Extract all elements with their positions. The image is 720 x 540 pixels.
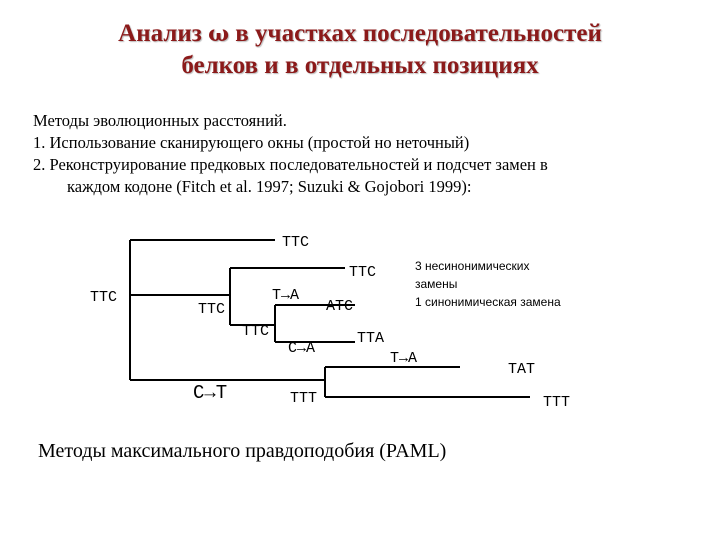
label-leaf-atc: ATC: [326, 298, 354, 315]
label-leaf-tta: TTA: [357, 330, 385, 347]
method-item-2-continued: каждом кодоне (Fitch et al. 1997; Suzuki & Gojobori 1999):: [67, 177, 472, 196]
substitution-c-to-t: C→T: [193, 382, 228, 404]
substitution-c-to-a: C→A: [288, 340, 316, 357]
title-line-2: белков и в отдельных позициях: [181, 52, 539, 79]
title-line-1-start: Анализ: [118, 20, 209, 47]
substitution-t-to-a-lower: T→A: [390, 350, 418, 367]
substitution-summary-note: [415, 259, 561, 309]
label-inner-left: TTC: [198, 301, 226, 318]
label-inner-mid: TTC: [242, 323, 270, 340]
note-line-1: 3 несинонимических: [415, 259, 530, 273]
note-line-2: замены: [415, 277, 458, 291]
methods-heading: Методы эволюционных расстояний.: [33, 111, 287, 130]
ml-methods-caption: Методы максимального правдоподобия (PAML): [38, 440, 447, 462]
method-item-2: 2. Реконструирование предковых последовательностей и подсчет замен в: [33, 155, 548, 174]
label-leaf-tat: TAT: [508, 361, 536, 378]
label-leaf-ttc: TTC: [349, 264, 377, 281]
omega-symbol: ω: [208, 21, 230, 47]
title-line-1-end: в участках последовательностей: [229, 20, 602, 47]
label-root: TTC: [90, 289, 118, 306]
label-leaf-ttt-mid: TTT: [290, 390, 318, 407]
substitution-t-to-a-upper: T→A: [272, 287, 300, 304]
label-top-leaf: TTC: [282, 234, 310, 251]
note-line-3: 1 синонимическая замена: [415, 295, 561, 309]
method-item-1: 1. Использование сканирующего окны (простой но неточный): [33, 133, 470, 152]
label-leaf-ttt-end: TTT: [543, 394, 571, 411]
